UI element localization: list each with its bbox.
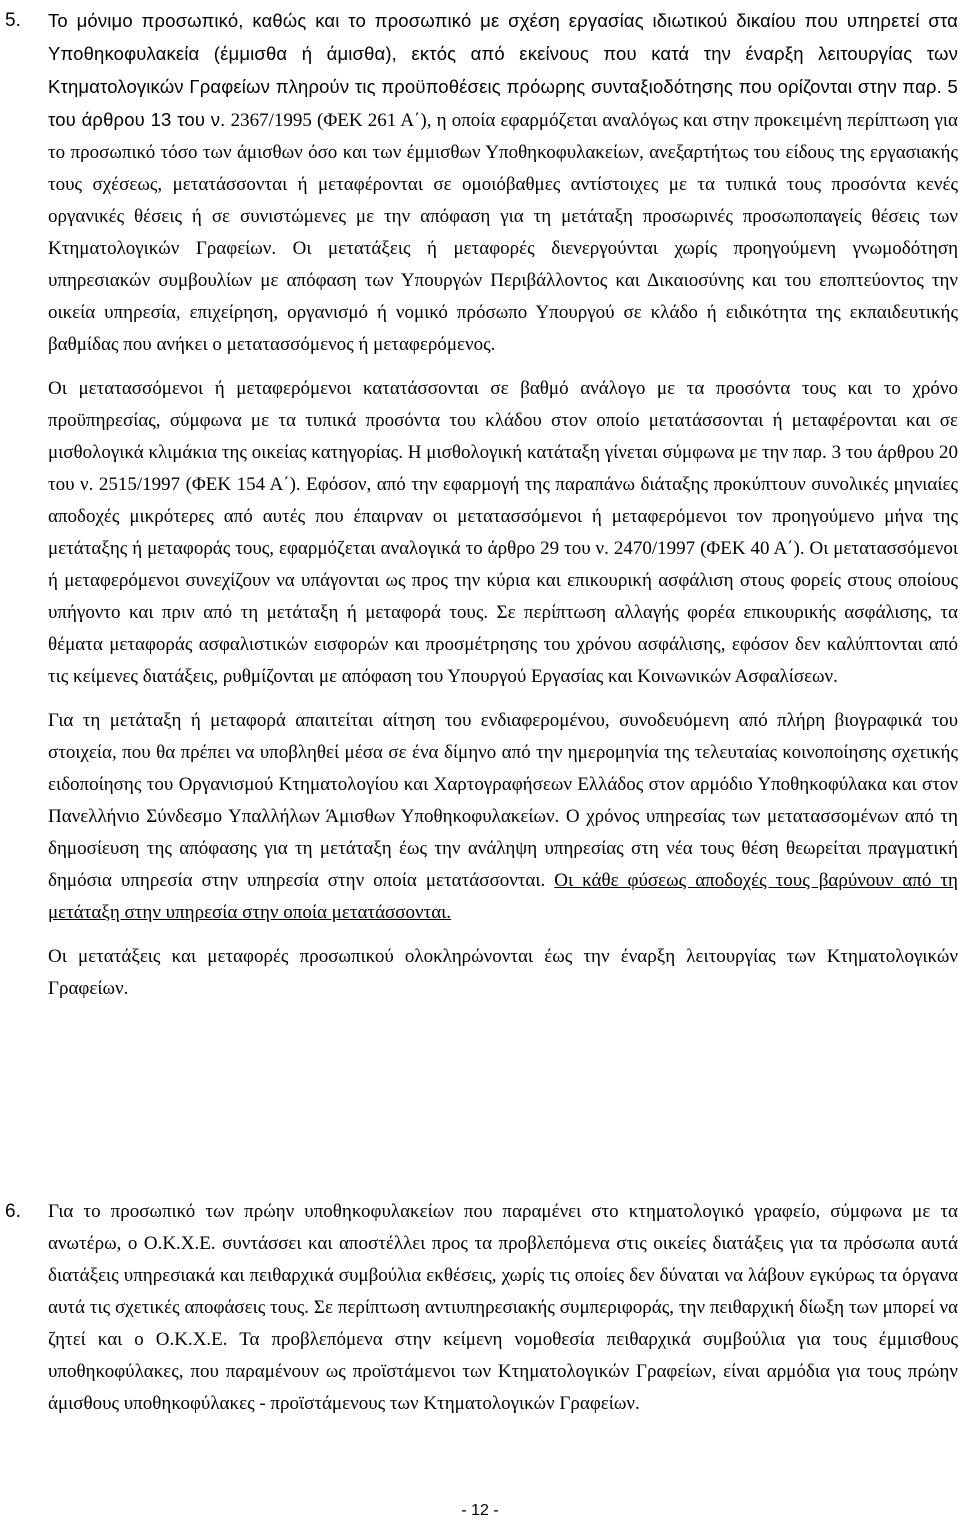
paragraph-lead: Το μόνιμο προσωπικό, καθώς και το προσωπικό με σχέση εργασίας ιδιωτικού δικαίου που υπηρετεί στα Υποθηκοφυλακεία (έμμισθα ή άμισθα), εκτός από εκείνους που κατά την έναρξη λειτουργίας των Κτηματολογικών Γραφείων πληρούν τις προϋποθέσεις πρόωρης συνταξιοδότησης που ορίζονται στην παρ. 5 του άρθρου 13 του ν. [48,10,958,130]
paragraph-text: 2367/1995 (ΦΕΚ 261 Α΄), η οποία εφαρμόζεται αναλόγως και στην προκειμένη περίπτωση για το προσωπικό τόσο των άμισθων όσο και των έμμισθων Υποθηκοφυλακείων, ανεξαρτήτως του είδους της εργασιακής τους σχέσεως, μετατάσσονται ή μεταφέρονται σε ομοιόβαθμες αντίστοιχες με τα τυπικά τους προσόντα κενές οργανικές θέσεις ή σε συνιστώμενες με την απόφαση για τη μετάταξη προσωρινές προσωποπαγείς θέσεις των Κτηματολογικών Γραφείων. Οι μετατάξεις ή μεταφορές διενεργούνται χωρίς προηγούμενη γνωμοδότηση υπηρεσιακών συμβουλίων με απόφαση των Υπουργών Περιβάλλοντος και Δικαιοσύνης και του εποπτεύοντος την οικεία υπηρεσία, επιχείρηση, οργανισμό ή νομικό πρόσωπο Υπουργού σε κλάδο ή ειδικότητα της εκπαιδευτικής βαθμίδας που ανήκει ο μετατασσόμενος ή μεταφερόμενος. [48,110,958,355]
item-body [48,5,958,1005]
paragraph-text: Για τη μετάταξη ή μεταφορά απαιτείται αίτηση του ενδιαφερομένου, συνοδευόμενη από πλήρη βιογραφικά του στοιχεία, που θα πρέπει να υποβληθεί μέσα σε ένα δίμηνο από την ημερομηνία της τελευταίας κοινοποίησης σχετικής ειδοποίησης του Οργανισμού Κτηματολογίου και Χαρτογραφήσεων Ελλάδος στον αρμόδιο Υποθηκοφύλακα και στον Πανελλήνιο Σύνδεσμο Υπαλλήλων Άμισθων Υποθηκοφυλακείων. Ο χρόνος υπηρεσίας των μετατασσομένων από τη δημοσίευση της απόφασης για τη μετάταξη έως την ανάληψη υπηρεσίας στη νέα τους θέση θεωρείται πραγματική δημόσια υπηρεσία στην υπηρεσία στην οποία μετατάσσονται. [48,710,958,891]
item-number: 5. [5,10,21,31]
paragraph [48,705,958,929]
underlined-text: Οι κάθε φύσεως αποδοχές τους βαρύνουν από τη μετάταξη στην υπηρεσία στην οποία μετατάσσονται. [48,870,958,923]
paragraph: Οι μετατασσόμενοι ή μεταφερόμενοι κατατάσσονται σε βαθμό ανάλογο με τα προσόντα τους και το χρόνο προϋπηρεσίας, σύμφωνα με τα τυπικά προσόντα του κλάδου στον οποίο μετατάσσονται ή μεταφέρονται και σε μισθολογικά κλιμάκια της οικείας κατηγορίας. Η μισθολογική κατάταξη γίνεται σύμφωνα με την παρ. 3 του άρθρου 20 του ν. 2515/1997 (ΦΕΚ 154 Α΄). Εφόσον, από την εφαρμογή της παραπάνω διάταξης προκύπτουν συνολικές μηνιαίες αποδοχές μικρότερες από αυτές που έπαιρναν οι μετατασσόμενοι ή μεταφερόμενοι τον προηγούμενο μήνα της μετάταξης ή μεταφοράς τους, εφαρμόζεται αναλογικά το άρθρο 29 του ν. 2470/1997 (ΦΕΚ 40 Α΄). Οι μετατασσόμενοι ή μεταφερόμενοι συνεχίζουν να υπάγονται ως προς την κύρια και επικουρική ασφάλιση στους φορείς στους οποίους υπήγοντο και πριν από τη μετάταξη ή μεταφορά τους. Σε περίπτωση αλλαγής φορέα επικουρικής ασφάλισης, τα θέματα μεταφοράς ασφαλιστικών εισφορών και προσμέτρησης του χρόνου ασφάλισης, εφόσον δεν καλύπτονται από τις κείμενες διατάξεις, ρυθμίζονται με απόφαση του Υπουργού Εργασίας και Κοινωνικών Ασφαλίσεων. [48,378,958,687]
paragraph: Για το προσωπικό των πρώην υποθηκοφυλακείων που παραμένει στο κτηματολογικό γραφείο, σύμφωνα με τα ανωτέρω, ο Ο.Κ.Χ.Ε. συντάσσει και αποστέλλει προς τα προβλεπόμενα στις οικείες διατάξεις για τα πρόσωπα αυτά διατάξεις υπηρεσιακά και πειθαρχικά συμβούλια εκθέσεις, χωρίς τις οποίες δεν δύναται να λάβουν εγκύρως τα όργανα αυτά τις σχετικές αποφάσεις τους. Σε περίπτωση αντιυπηρεσιακής συμπεριφοράς, την πειθαρχική δίωξη των μπορεί να ζητεί και ο Ο.Κ.Χ.Ε. Τα προβλεπόμενα στην κείμενη νομοθεσία πειθαρχικά συμβούλια για τους έμμισθους υποθηκοφύλακες, που παραμένουν ως προϊστάμενοι των Κτηματολογικών Γραφείων, είναι αρμόδια για τους πρώην άμισθους υποθηκοφύλακες - προϊστάμενους των Κτηματολογικών Γραφείων. [48,1201,958,1414]
paragraph: Οι μετατάξεις και μεταφορές προσωπικού ολοκληρώνονται έως την έναρξη λειτουργίας των Κτηματολογικών Γραφείων. [48,946,958,999]
page-number: - 12 - [461,1502,499,1519]
item-body [48,1196,958,1420]
paragraph [48,5,958,361]
item-number: 6. [5,1201,21,1222]
